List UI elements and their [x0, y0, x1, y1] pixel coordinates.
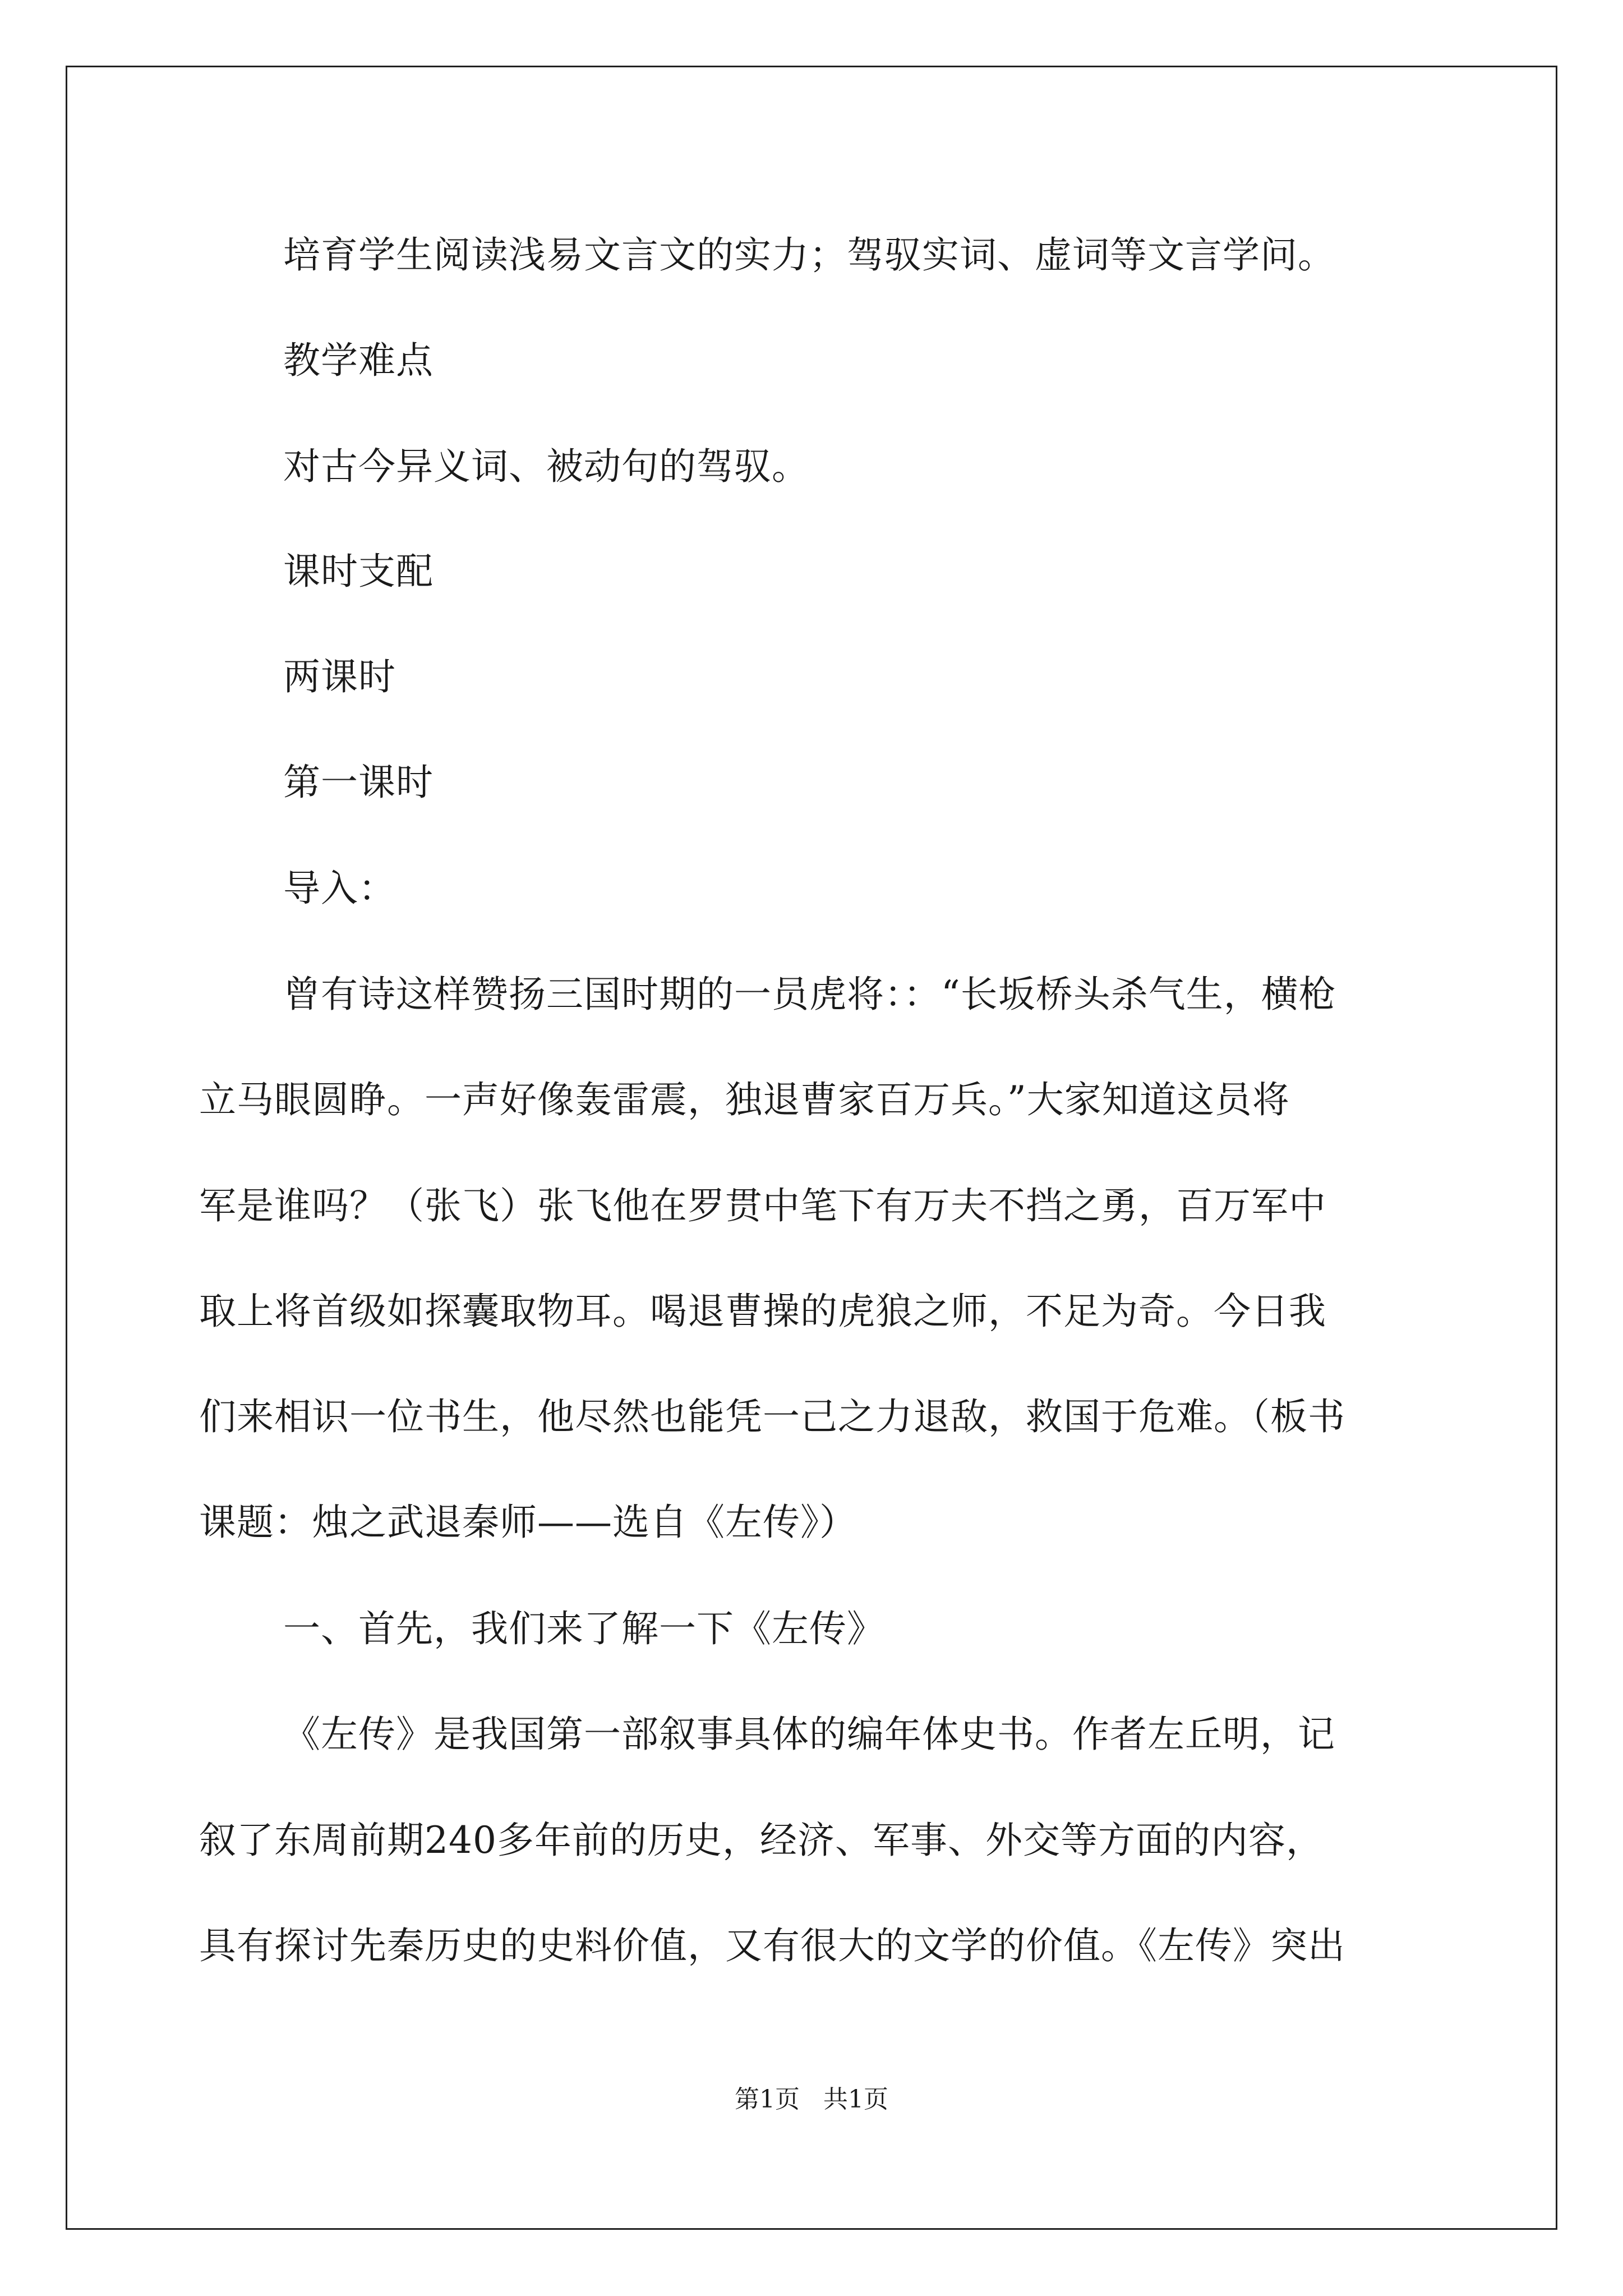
- heading-first-period: 第一课时: [283, 761, 434, 804]
- heading-class-schedule: 课时支配: [283, 550, 434, 593]
- section-heading-zuozhuan: 一、首先，我们来了解一下《左传》: [283, 1607, 884, 1650]
- paragraph-line: 取上将首级如探囊取物耳。喝退曹操的虎狼之师，不足为奇。今日我: [199, 1290, 1326, 1333]
- paragraph-line: 课题：烛之武退秦师——选自《左传》）: [199, 1501, 857, 1544]
- text-line-difficulty: 对古今异义词、被动句的驾驭。: [283, 445, 809, 488]
- page-number-footer: 第1页 共1页: [735, 2085, 888, 2114]
- paragraph-line: 曾有诗这样赞扬三国时期的一员虎将：：“长坂桥头杀气生，横枪: [283, 973, 1336, 1016]
- text-line-two-periods: 两课时: [283, 655, 396, 698]
- paragraph-line: 具有探讨先秦历史的史料价值，又有很大的文学的价值。《左传》突出: [199, 1924, 1345, 1967]
- paragraph-line: 叙了东周前期240多年前的历史，经济、军事、外交等方面的内容，: [199, 1819, 1324, 1862]
- paragraph-line: 们来相识一位书生，他尽然也能凭一己之力退敌，救国于危难。（板书: [199, 1395, 1345, 1438]
- paragraph-line: 立马眼圆睁。一声好像轰雷震，独退曹家百万兵。”大家知道这员将: [199, 1078, 1290, 1121]
- text-line-objective: 培育学生阅读浅易文言文的实力；驾驭实词、虚词等文言学问。: [283, 233, 1335, 277]
- heading-teaching-difficulty: 教学难点: [283, 339, 434, 382]
- paragraph-line: 军是谁吗？（张飞）张飞他在罗贯中笔下有万夫不挡之勇，百万军中: [199, 1184, 1326, 1227]
- page-border: [66, 66, 1557, 2230]
- heading-introduction: 导入：: [283, 867, 396, 910]
- paragraph-line: 《左传》是我国第一部叙事具体的编年体史书。作者左丘明，记: [283, 1713, 1335, 1756]
